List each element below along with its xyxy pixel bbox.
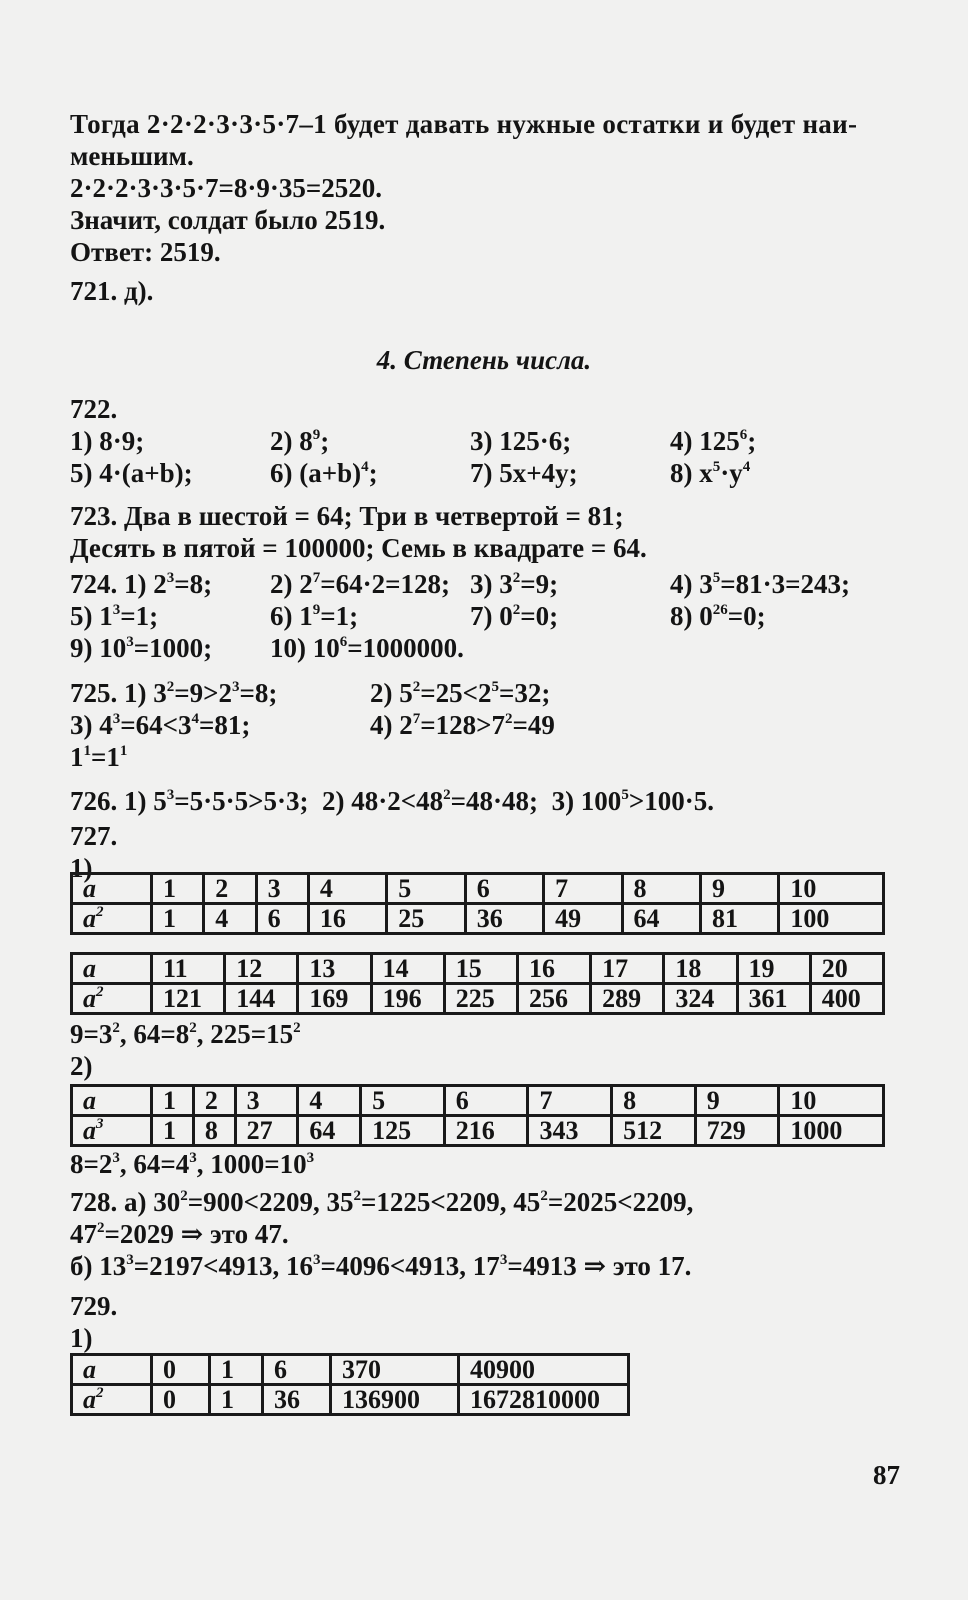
problem-721-number: 721. <box>70 276 118 306</box>
answer-722-2: 2) $8^9$; <box>270 426 330 456</box>
problem-724-row-3: 9) $10^3=1000$; 10) $10^6=1000000$. <box>70 633 464 663</box>
squares-table-1 <box>70 872 885 935</box>
section-title: 4. Степень числа. <box>376 345 592 375</box>
table-row: $a^2$ 1 4 6 16 25 36 49 64 81 100 <box>72 904 884 934</box>
problem-728-line-2: $47^2=2029$ ⇒ это 47. <box>70 1219 289 1249</box>
table-row: $a^2$ 0 1 36 136900 1672810000 <box>72 1385 629 1415</box>
intro-line-3: 2·2·2·3·3·5·7=8·9·35=2520. <box>70 173 383 203</box>
problem-723-line-2: Десять в пятой = 100000; Семь в квадрате = 64. <box>70 533 647 563</box>
problem-725 <box>70 677 896 773</box>
answer-722-6: 6) $(a+b)^4$; <box>270 458 378 488</box>
problem-725-row-3: $1^1=1^1$ <box>70 742 128 772</box>
table-row: $a^2$ 121 144 169 196 225 256 289 324 361 400 <box>72 984 884 1014</box>
problem-728 <box>70 1186 896 1282</box>
problem-722-number: 722. <box>70 394 118 424</box>
answer-722-8: 8) $x^5\cdot y^4$ <box>670 458 751 488</box>
answer-722-3: 3) 125·6; <box>470 426 572 456</box>
problem-721-answer: д). <box>124 276 154 306</box>
problem-728-line-3: б) $13^3=2197<4913$, $16^3=4096<4913$, $17^3=4913$ ⇒ это 17. <box>70 1251 692 1281</box>
table-row: a 1 2 3 4 5 6 7 8 9 10 <box>72 1086 884 1116</box>
table-row: a 11 12 13 14 15 16 17 18 19 20 <box>72 954 884 984</box>
table-row: a 1 2 3 4 5 6 7 8 9 10 <box>72 874 884 904</box>
squares-table-729 <box>70 1353 630 1416</box>
problem-729-number: 729. <box>70 1291 118 1321</box>
problem-724-row-1: 724. 1) $2^3=8$; 2) $2^7=64\cdot 2=128$; 3) $3^2=9$; 4) $3^5=81\cdot 3=243$; <box>70 569 851 599</box>
note-squares: $9=3^2$, $64=8^2$, $225=15^2$ <box>70 1019 301 1049</box>
answer-722-7: 7) 5x+4y; <box>470 458 578 488</box>
answer-722-4: 4) $125^6$; <box>670 426 757 456</box>
problem-722-row-2 <box>70 457 896 489</box>
cubes-table <box>70 1084 885 1147</box>
answer-722-1: 1) 8·9; <box>70 426 145 456</box>
intro-line-5: Ответ: 2519. <box>70 237 221 267</box>
problem-722 <box>70 393 896 489</box>
intro-line-4: Значит, солдат было 2519. <box>70 205 386 235</box>
note-cubes: $8=2^3$, $64=4^3$, $1000=10^3$ <box>70 1149 315 1179</box>
table-row: a 0 1 6 370 40900 <box>72 1355 629 1385</box>
table-row: $a^3$ 1 8 27 64 125 216 343 512 729 1000 <box>72 1116 884 1146</box>
intro-block <box>70 108 896 268</box>
problem-723-line-1: 723. Два в шестой = 64; Три в четвертой = 81; <box>70 501 624 531</box>
problem-723 <box>70 500 896 564</box>
page-number: 87 <box>873 1460 900 1490</box>
problem-725-row-2: 3) $4^3=64<3^4=81$; 4) $2^7=128>7^2=49$ <box>70 710 555 740</box>
problem-725-row-1: 725. 1) $3^2=9>2^3=8$; 2) $5^2=25<2^5=32$; <box>70 678 551 708</box>
problem-727-sub-2: 2) <box>70 1051 93 1081</box>
answer-722-5: 5) 4·(a+b); <box>70 458 193 488</box>
problem-729-header <box>70 1290 896 1354</box>
problem-729-sub-1: 1) <box>70 1323 93 1353</box>
problem-721 <box>70 275 896 307</box>
problem-724-row-2: 5) $1^3=1$; 6) $1^9=1$; 7) $0^2=0$; 8) $0^{26}=0$; <box>70 601 766 631</box>
problem-722-row-1 <box>70 425 896 457</box>
intro-line-2: меньшим. <box>70 141 194 171</box>
problem-727-notes <box>70 1018 896 1082</box>
problem-726: 726. 1) $5^3=5\cdot 5\cdot 5>5\cdot 3$; 2) $48\cdot 2<48^2=48\cdot 48$; 3) $100^5>100\cdot 5$. <box>70 786 714 816</box>
squares-table-2 <box>70 952 885 1015</box>
problem-728-line-1: 728. а) $30^2=900<2209$, $35^2=1225<2209$, $45^2=2025<2209$, <box>70 1187 694 1217</box>
intro-line-1: Тогда 2·2·2·3·3·5·7–1 будет давать нужные остатки и будет наи- <box>70 109 858 139</box>
problem-727-sub-1: 1) <box>70 853 93 883</box>
problem-724 <box>70 568 896 664</box>
problem-727-number: 727. <box>70 821 118 851</box>
